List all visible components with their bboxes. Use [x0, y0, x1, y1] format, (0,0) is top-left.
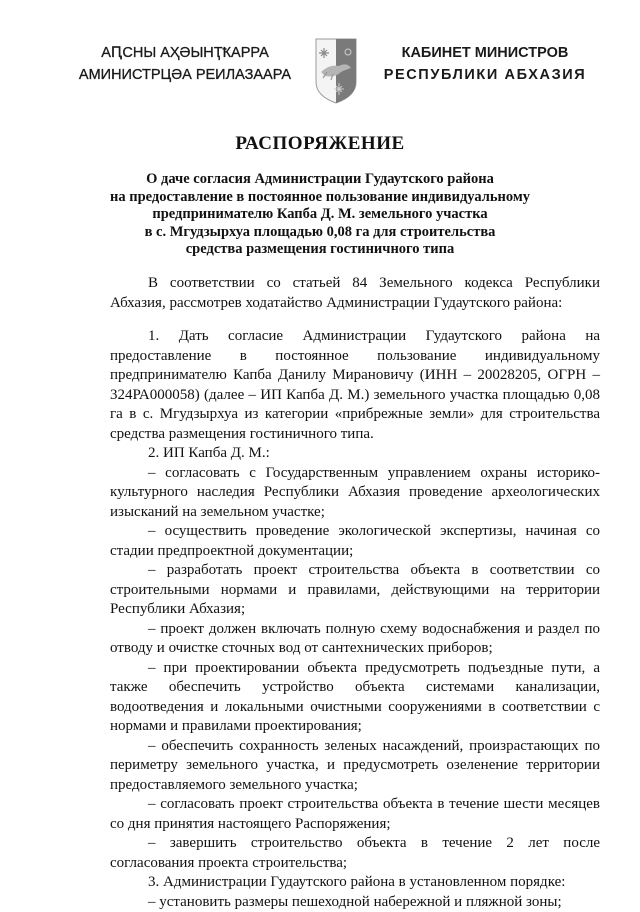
header-left-line2: АМИНИСТРЦӘА РЕИЛАЗААРА — [70, 64, 300, 86]
paragraph-2-heading: 2. ИП Капба Д. М.: — [110, 444, 600, 464]
document-title: РАСПОРЯЖЕНИЕ — [0, 133, 640, 155]
list-item: – согласовать с Государственным управлением охраны историко-культурного наследия Республики Абхазия проведение археологических изысканий на земельном участке; — [110, 464, 600, 523]
list-item: – при проектировании объекта предусмотреть подъездные пути, а также обеспечить устройство объекта системами канализации, водоотведения и локальными очистными сооружениями в соответствии с нормами и правилами проектирования; — [110, 659, 600, 737]
list-item: – установить размеры пешеходной набережной и пляжной зоны; — [110, 893, 600, 912]
list-item: – осуществить проведение экологической экспертизы, начиная со стадии предпроектной документации; — [110, 522, 600, 561]
header-left-line1: АԤСНЫ АҲӘЫНҬҞАРРА — [70, 42, 300, 64]
document-subject — [100, 171, 540, 259]
list-item: – проект должен включать полную схему водоснабжения и раздел по отводу и очистке сточных вод от сантехнических приборов; — [110, 620, 600, 659]
document-body — [110, 327, 600, 912]
subject-line: предпринимателю Капба Д. М. земельного участка — [100, 206, 540, 224]
preamble — [110, 274, 600, 313]
header-right-line1: КАБИНЕТ МИНИСТРОВ — [372, 42, 598, 64]
coat-of-arms-icon — [315, 38, 357, 104]
paragraph-1: 1. Дать согласие Администрации Гудаутского района на предоставление в постоянное пользование индивидуальному предпринимателю Капба Данилу Мирановичу (ИНН – 20028205, ОГРН – 324РА000058) (далее – ИП Капба Д. М.) земельного участка площадью 0,08 га в с. Мгудзырхуа из категории «прибрежные земли» для строительства средства размещения гостиничного типа. — [110, 327, 600, 444]
subject-line: О даче согласия Администрации Гудаутского района — [100, 171, 540, 189]
list-item: – разработать проект строительства объекта в соответствии со строительными нормами и правилами, действующими на территории Республики Абхазия; — [110, 561, 600, 620]
subject-line: средства размещения гостиничного типа — [100, 241, 540, 259]
list-item: – обеспечить сохранность зеленых насаждений, произрастающих по периметру земельного участка, и предусмотреть озеленение территории предоставляемого земельного участка; — [110, 737, 600, 796]
subject-line: на предоставление в постоянное пользование индивидуальному — [100, 189, 540, 207]
header-abkhaz-name — [70, 42, 300, 86]
header-russian-name — [372, 42, 598, 86]
paragraph-3-heading: 3. Администрации Гудаутского района в установленном порядке: — [110, 873, 600, 893]
header-right-line2: РЕСПУБЛИКИ АБХАЗИЯ — [372, 64, 598, 86]
preamble-text: В соответствии со статьей 84 Земельного кодекса Республики Абхазия, рассмотрев ходатайство Администрации Гудаутского района: — [110, 274, 600, 313]
list-item: – согласовать проект строительства объекта в течение шести месяцев со дня принятия настоящего Распоряжения; — [110, 795, 600, 834]
list-item: – завершить строительство объекта в течение 2 лет после согласования проекта строительства; — [110, 834, 600, 873]
subject-line: в с. Мгудзырхуа площадью 0,08 га для строительства — [100, 224, 540, 242]
